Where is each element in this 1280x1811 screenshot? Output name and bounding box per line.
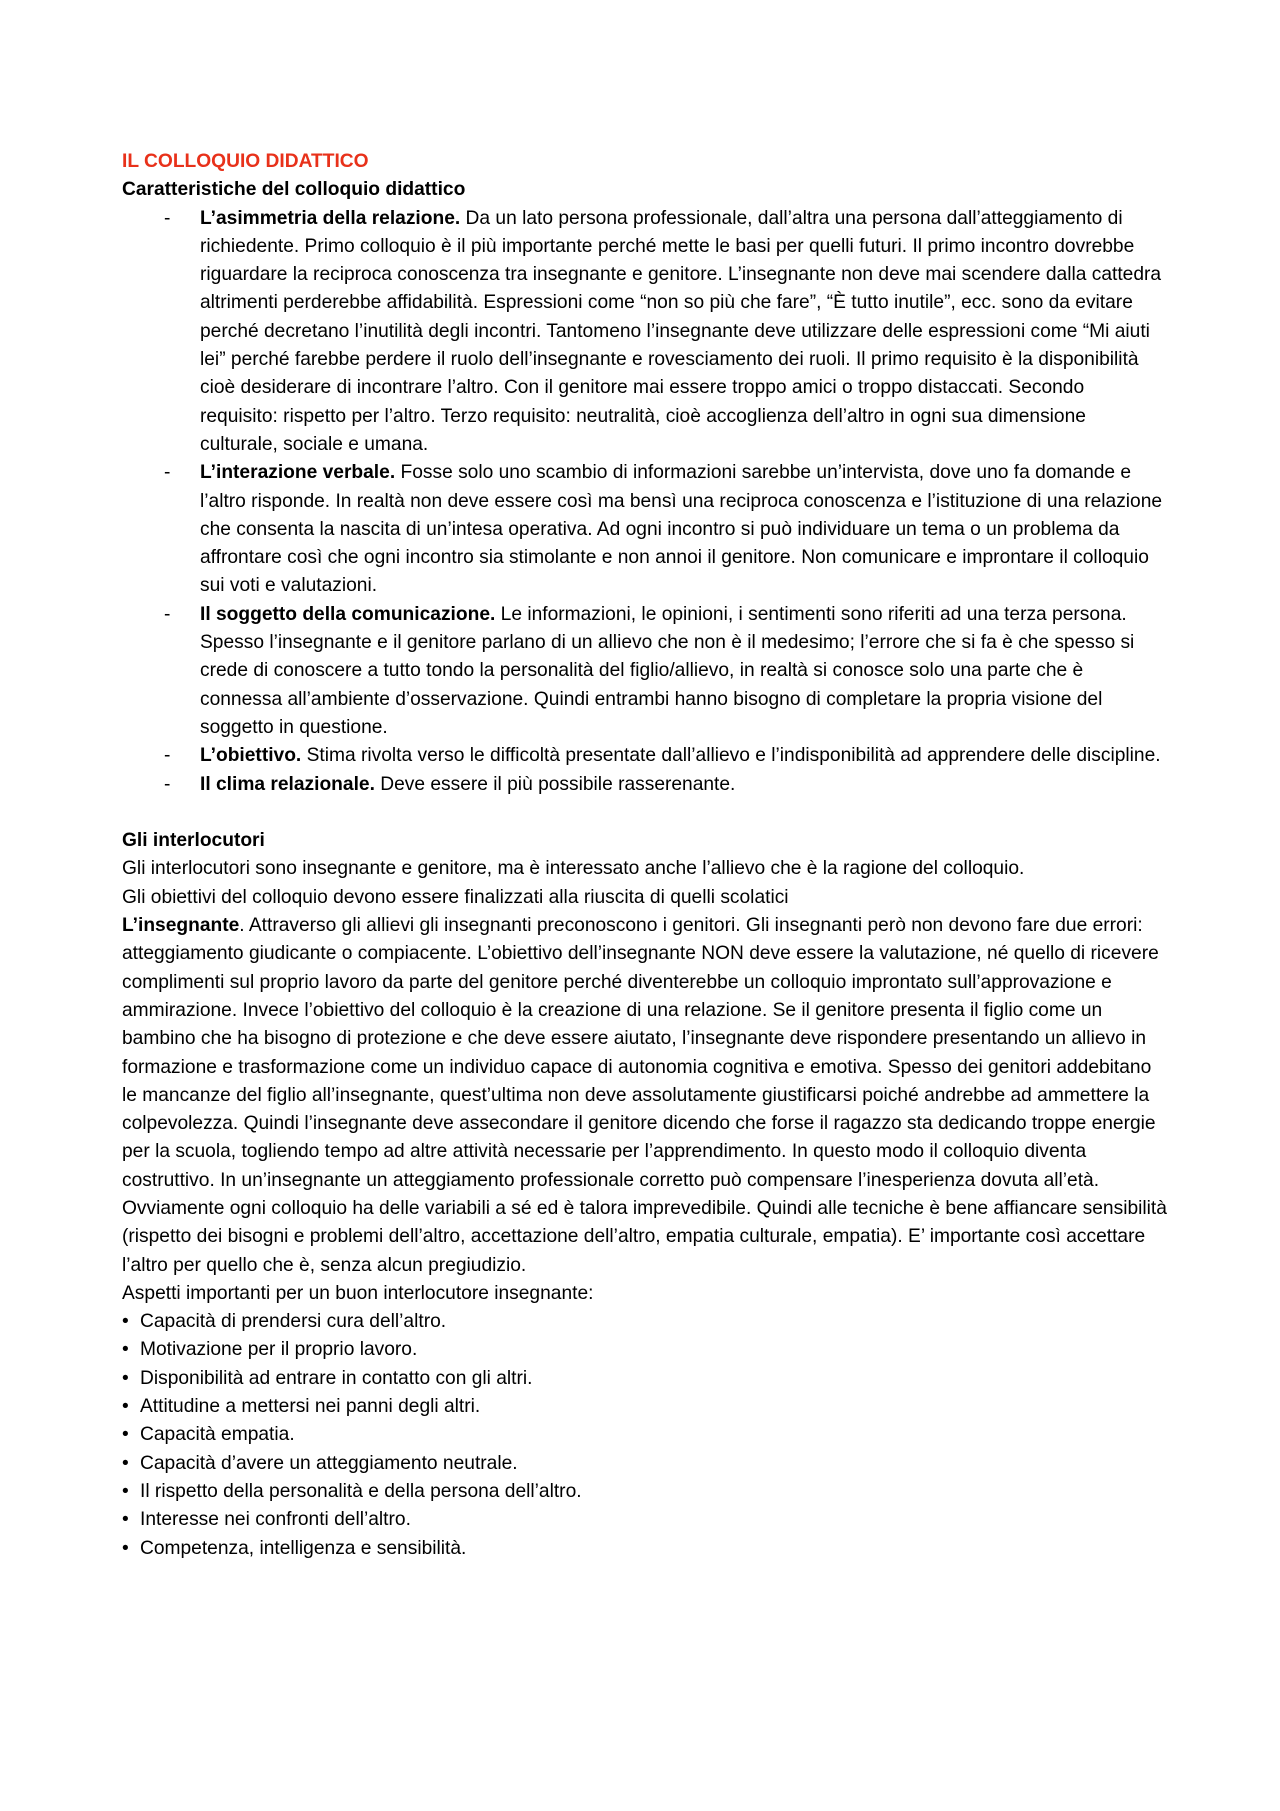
list-item [122,1393,1167,1421]
bullet-marker: • [122,1452,129,1474]
list-item [122,742,1167,770]
bullet-marker: • [122,1424,129,1446]
dash-marker: - [164,603,171,625]
bullet-marker: • [122,1367,129,1389]
bullet-marker: • [122,1339,129,1361]
bullet-marker: • [122,1537,129,1559]
item-lead: L’obiettivo. [200,745,302,767]
bullet-text: Il rispetto della personalità e della persona dell’altro. [140,1480,582,1502]
bullet-marker: • [122,1480,129,1502]
paragraph-teacher [122,912,1167,1280]
dash-marker: - [164,745,171,767]
blank-line [122,799,1167,827]
item-text: Le informazioni, le opinioni, i sentimenti sono riferiti ad una terza persona. Spesso l’insegnante e il genitore parlano di un allievo che non è il medesimo; l’errore che si fa è che spesso si crede di conoscere a tutto tondo la personalità del figlio/allievo, in realtà si conosce solo una parte che è connessa all’ambiente d’osservazione. Quindi entrambi hanno bisogno di completare la propria visione del soggetto in questione. [200,603,1135,738]
list-item [122,1421,1167,1449]
document-title: IL COLLOQUIO DIDATTICO [122,151,369,172]
dash-marker: - [164,207,171,229]
bullet-text: Disponibilità ad entrare in contatto con gli altri. [140,1367,533,1389]
list-item [122,1336,1167,1364]
aspects-intro: Aspetti importanti per un buon interlocutore insegnante: [122,1282,594,1304]
list-item [122,459,1167,600]
list-item [122,601,1167,742]
item-lead: Il soggetto della comunicazione. [200,603,496,625]
bullet-marker: • [122,1396,129,1418]
bullet-text: Capacità empatia. [140,1424,295,1446]
characteristics-list [122,205,1167,799]
aspects-list [122,1308,1167,1563]
bullet-text: Attitudine a mettersi nei panni degli altri. [140,1396,481,1418]
paragraph-objectives: Gli obiettivi del colloquio devono essere finalizzati alla riuscita di quelli scolatici [122,886,789,908]
list-item [122,1506,1167,1534]
item-text: Deve essere il più possibile rasserenante. [374,773,736,795]
section-heading-interlocutors: Gli interlocutori [122,830,265,852]
list-item [122,771,1167,799]
item-lead: L’interazione verbale. [200,462,396,484]
bullet-text: Capacità d’avere un atteggiamento neutrale. [140,1452,518,1474]
item-text: Da un lato persona professionale, dall’altra una persona dall’atteggiamento di richiedente. Primo colloquio è il più importante perché mette le basi per quelli futuri. Il primo incontro dovrebbe riguardare la reciproca conoscenza tra insegnante e genitore. L’insegnante non deve mai scendere dalla cattedra altrimenti perderebbe affidabilità. Espressioni come “non so più che fare”, “È tutto inutile”, ecc. sono da evitare perché decretano l’inutilità degli incontri. Tantomeno l’insegnante deve utilizzare delle espressioni come “Mi aiuti lei” perché farebbe perdere il ruolo dell’insegnante e rovesciamento dei ruoli. Il primo requisito è la disponibilità cioè desiderare di incontrare l’altro. Con il genitore mai essere troppo amici o troppo distaccati. Secondo requisito: rispetto per l’altro. Terzo requisito: neutralità, cioè accoglienza dell’altro in ogni sua dimensione culturale, sociale e umana. [200,207,1162,455]
item-text: Stima rivolta verso le difficoltà presentate dall’allievo e l’indisponibilità ad apprendere delle discipline. [301,745,1161,767]
bullet-text: Interesse nei confronti dell’altro. [140,1509,411,1531]
list-item [122,1308,1167,1336]
paragraph-lead: L’insegnante [122,915,240,937]
dash-marker: - [164,462,171,484]
item-text: Fosse solo uno scambio di informazioni sarebbe un’intervista, dove uno fa domande e l’altro risponde. In realtà non deve essere così ma bensì una reciproca conoscenza e l’istituzione di una relazione che consenta la nascita di un’intesa operativa. Ad ogni incontro si può individuare un tema o un problema da affrontare così che ogni incontro sia stimolante e non annoi il genitore. Non comunicare e improntare il colloquio sui voti e valutazioni. [200,462,1163,597]
list-item [122,205,1167,460]
list-item [122,1478,1167,1506]
paragraph-interlocutors: Gli interlocutori sono insegnante e genitore, ma è interessato anche l’allievo che è la ragione del colloquio. [122,858,1025,880]
item-lead: L’asimmetria della relazione. [200,207,461,229]
list-item [122,1450,1167,1478]
dash-marker: - [164,773,171,795]
paragraph-text: . Attraverso gli allievi gli insegnanti preconoscono i genitori. Gli insegnanti però non devono fare due errori: atteggiamento giudicante o compiacente. L’obiettivo dell’insegnante NON deve essere la valutazione, né quello di ricevere complimenti sul proprio lavoro da parte del genitore perché diventerebbe un colloquio improntato sull’approvazione e ammirazione. Invece l’obiettivo del colloquio è la creazione di una relazione. Se il genitore presenta il figlio come un bambino che ha bisogno di protezione e che deve essere aiutato, l’insegnante deve rispondere presentando un allievo in formazione e trasformazione come un individuo capace di autonomia cognitiva e emotiva. Spesso dei genitori addebitano le mancanze del figlio all’insegnante, quest’ultima non deve assolutamente giustificarsi poiché andrebbe ad ammettere la colpevolezza. Quindi l’insegnante deve assecondare il genitore dicendo che forse il ragazzo sta dedicando troppe energie per la scuola, togliendo tempo ad altre attività necessarie per l’apprendimento. In questo modo il colloquio diventa costruttivo. In un’insegnante un atteggiamento professionale corretto può compensare l’inesperienza dovuta all’età. Ovviamente ogni colloquio ha delle variabili a sé ed è talora imprevedibile. Quindi alle tecniche è bene affiancare sensibilità (rispetto dei bisogni e problemi dell’altro, accettazione dell’altro, empatia culturale, empatia). E’ importante così accettare l’altro per quello che è, senza alcun pregiudizio. [122,915,1167,1276]
list-item [122,1365,1167,1393]
item-lead: Il clima relazionale. [200,773,375,795]
list-item [122,1535,1167,1563]
bullet-marker: • [122,1311,129,1333]
bullet-marker: • [122,1509,129,1531]
document-body [122,148,1167,1563]
section-heading-characteristics: Caratteristiche del colloquio didattico [122,179,466,201]
bullet-text: Motivazione per il proprio lavoro. [140,1339,418,1361]
bullet-text: Competenza, intelligenza e sensibilità. [140,1537,467,1559]
bullet-text: Capacità di prendersi cura dell’altro. [140,1311,447,1333]
